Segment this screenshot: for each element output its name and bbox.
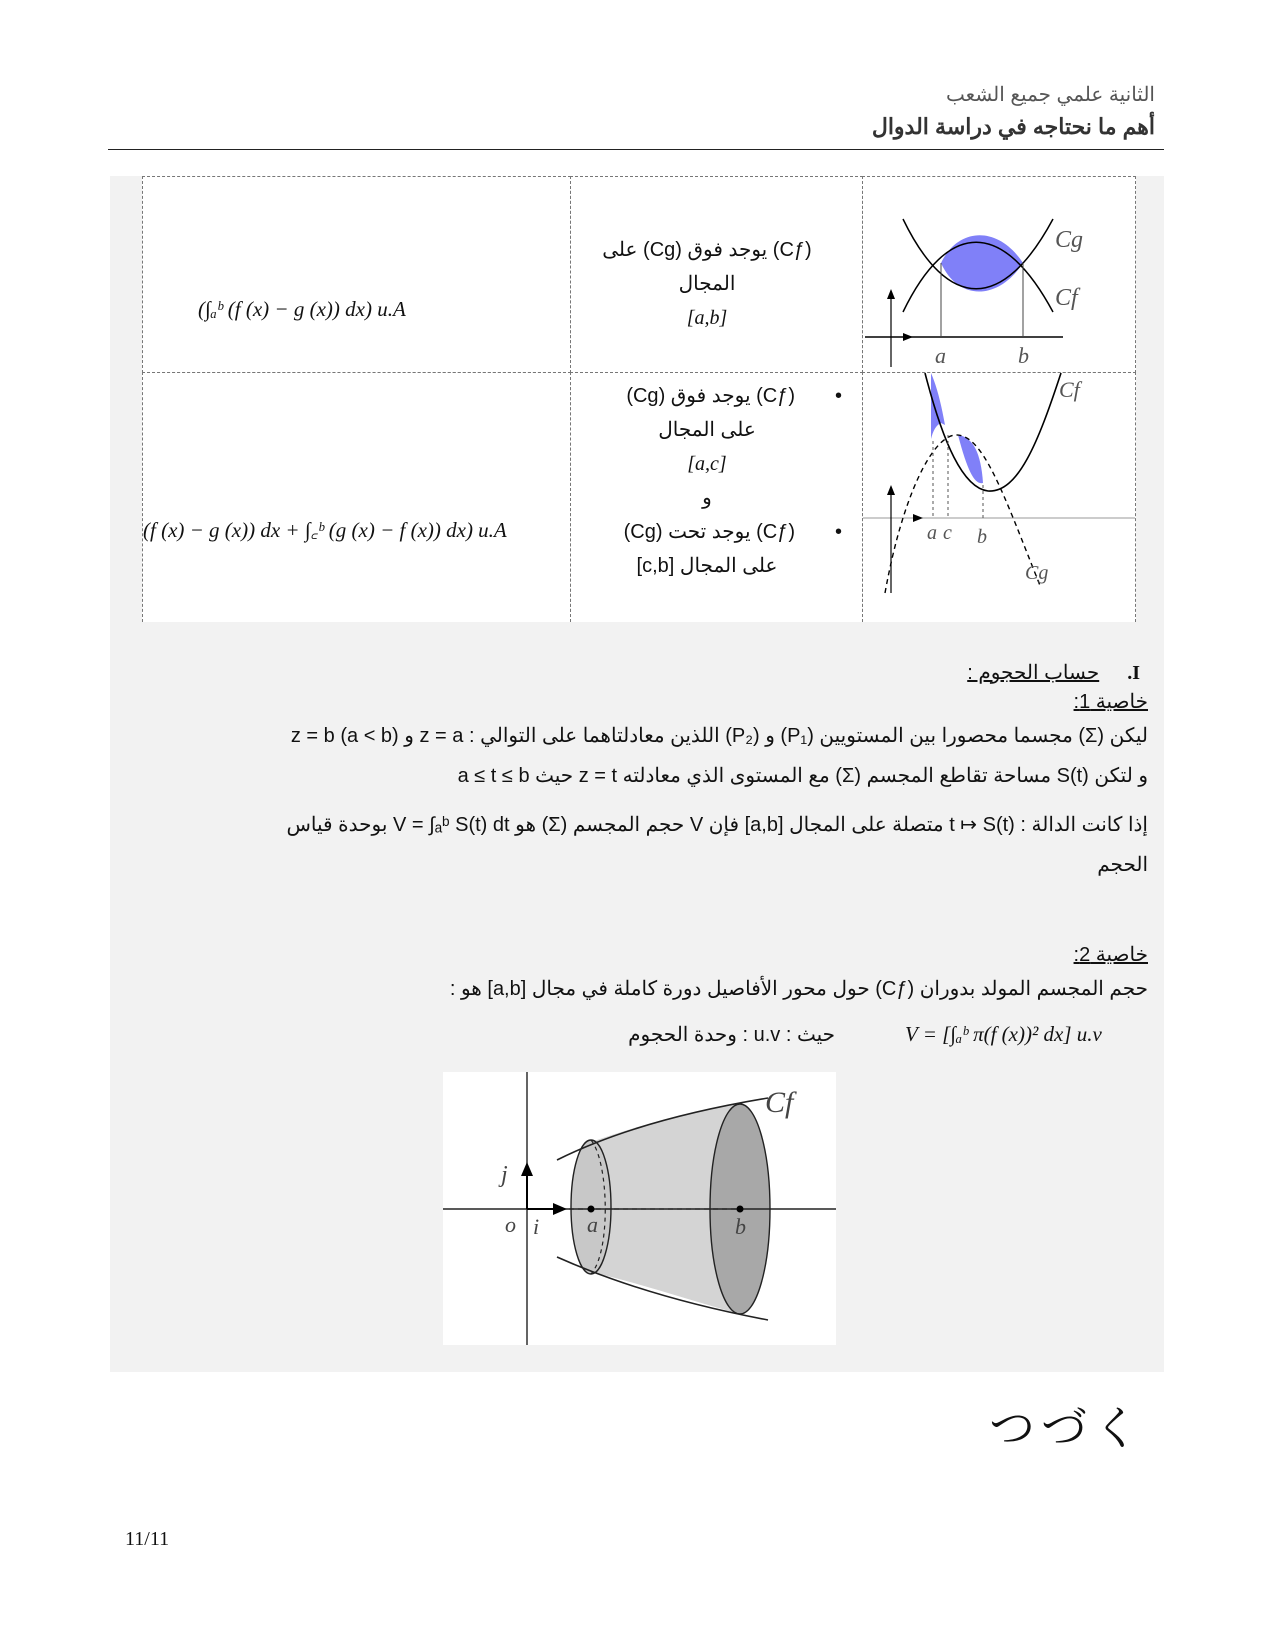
row2-bullet1: •(Cƒ) يوجد فوق (Cg)	[626, 385, 842, 407]
header-title: أهم ما نحتاجه في دراسة الدوال	[871, 114, 1155, 139]
row2-figure-cell	[862, 372, 1136, 622]
row2-formula-cell	[142, 372, 571, 622]
row1-label-b: b	[1018, 343, 1029, 368]
property2-title: خاصية 2:	[1073, 944, 1148, 966]
row1-condition-line2: المجال	[678, 273, 736, 295]
area-table	[142, 176, 1136, 622]
vector-i-arrow	[553, 1203, 567, 1215]
continued-mark: つづく	[989, 1401, 1145, 1455]
property1-line1: ليكن (Σ) مجسما محصورا بين المستويين (P₁) و (P₂) اللذين معادلتاهما على التوالي : z = a و z = b (a < b)	[290, 725, 1148, 747]
row1-label-cg: Cg	[1055, 227, 1084, 253]
label-cf: Cf	[765, 1086, 794, 1119]
header-level: الثانية علمي جميع الشعب	[946, 84, 1155, 106]
row1-x-arrow	[903, 333, 913, 341]
row2-curve-cg	[885, 435, 1041, 593]
row2-label-cf: Cf	[1059, 377, 1080, 402]
section-title: حساب الحجوم :	[967, 662, 1100, 684]
row1-figure-cell	[862, 176, 1136, 373]
row2-bullet2-line2: على المجال [c,b]	[636, 555, 778, 577]
property2-formula: V = [∫ₐᵇ π(f (x))² dx] u.v	[905, 1022, 1102, 1046]
property1-line2: و لتكن S(t) مساحة تقاطع المجسم (Σ) مع المستوى الذي معادلته z = t حيث a ≤ t ≤ b	[457, 765, 1148, 787]
label-j: j	[501, 1162, 508, 1188]
property1-title: خاصية 1:	[1073, 691, 1148, 713]
volume-graph	[443, 1072, 836, 1345]
row2-formula: (f (x) − g (x)) dx + ∫꜀ᵇ (g (x) − f (x)) dx) u.A	[143, 518, 507, 542]
row2-y-arrow	[887, 485, 895, 495]
row2-label-cg: Cg	[1025, 562, 1049, 584]
vector-j-arrow	[521, 1162, 533, 1176]
property1-line3: إذا كانت الدالة : t ↦ S(t) متصلة على المجال [a,b] فإن V حجم المجسم (Σ) هو V = ∫ₐᵇ S(t) dt بوحدة قياس	[286, 814, 1148, 836]
row2-x-arrow	[913, 514, 923, 522]
property1-line4: الحجم	[1097, 854, 1148, 876]
row2-connector: و	[702, 487, 712, 509]
volume-figure	[443, 1072, 836, 1345]
label-i: i	[533, 1214, 540, 1239]
row2-graph	[863, 373, 1135, 621]
row1-condition-interval: [a,b]	[686, 307, 728, 329]
row1-formula: (∫ₐᵇ (f (x) − g (x)) dx) u.A	[198, 297, 406, 321]
section-number: I.	[1127, 662, 1140, 684]
point-b	[737, 1206, 744, 1213]
row2-label-a: a	[927, 522, 937, 544]
page-number: 11/11	[125, 1528, 170, 1550]
property2-where: حيث : u.v : وحدة الحجوم	[628, 1024, 835, 1046]
section-heading	[967, 660, 1140, 685]
row2-bullet1-line2: على المجال	[658, 419, 756, 441]
row1-graph	[863, 177, 1135, 372]
row2-condition-cell	[570, 372, 863, 622]
header-divider	[108, 149, 1164, 150]
row1-formula-cell	[142, 176, 571, 373]
row2-label-b: b	[977, 526, 987, 548]
row1-y-arrow	[887, 289, 895, 299]
property2-line1: حجم المجسم المولد بدوران (Cƒ) حول محور الأفاصيل دورة كاملة في مجال [a,b] هو :	[449, 978, 1148, 1000]
row2-bullet2: •(Cƒ) يوجد تحت (Cg)	[623, 521, 842, 543]
row1-label-cf: Cf	[1055, 285, 1078, 311]
row2-bullet1-line1: (Cƒ) يوجد فوق (Cg)	[626, 385, 795, 407]
row1-label-a: a	[935, 343, 946, 368]
label-a: a	[587, 1212, 598, 1237]
row1-condition-line1: (Cƒ) يوجد فوق (Cg) على	[602, 239, 812, 261]
row2-shaded-region-2	[958, 435, 983, 483]
row2-bullet2-line1: (Cƒ) يوجد تحت (Cg)	[623, 521, 795, 543]
row2-bullet1-interval: [a,c]	[687, 453, 727, 475]
label-o: o	[505, 1212, 516, 1237]
label-b: b	[735, 1214, 746, 1239]
row1-condition-cell	[570, 176, 863, 373]
row2-label-c: c	[943, 522, 952, 544]
